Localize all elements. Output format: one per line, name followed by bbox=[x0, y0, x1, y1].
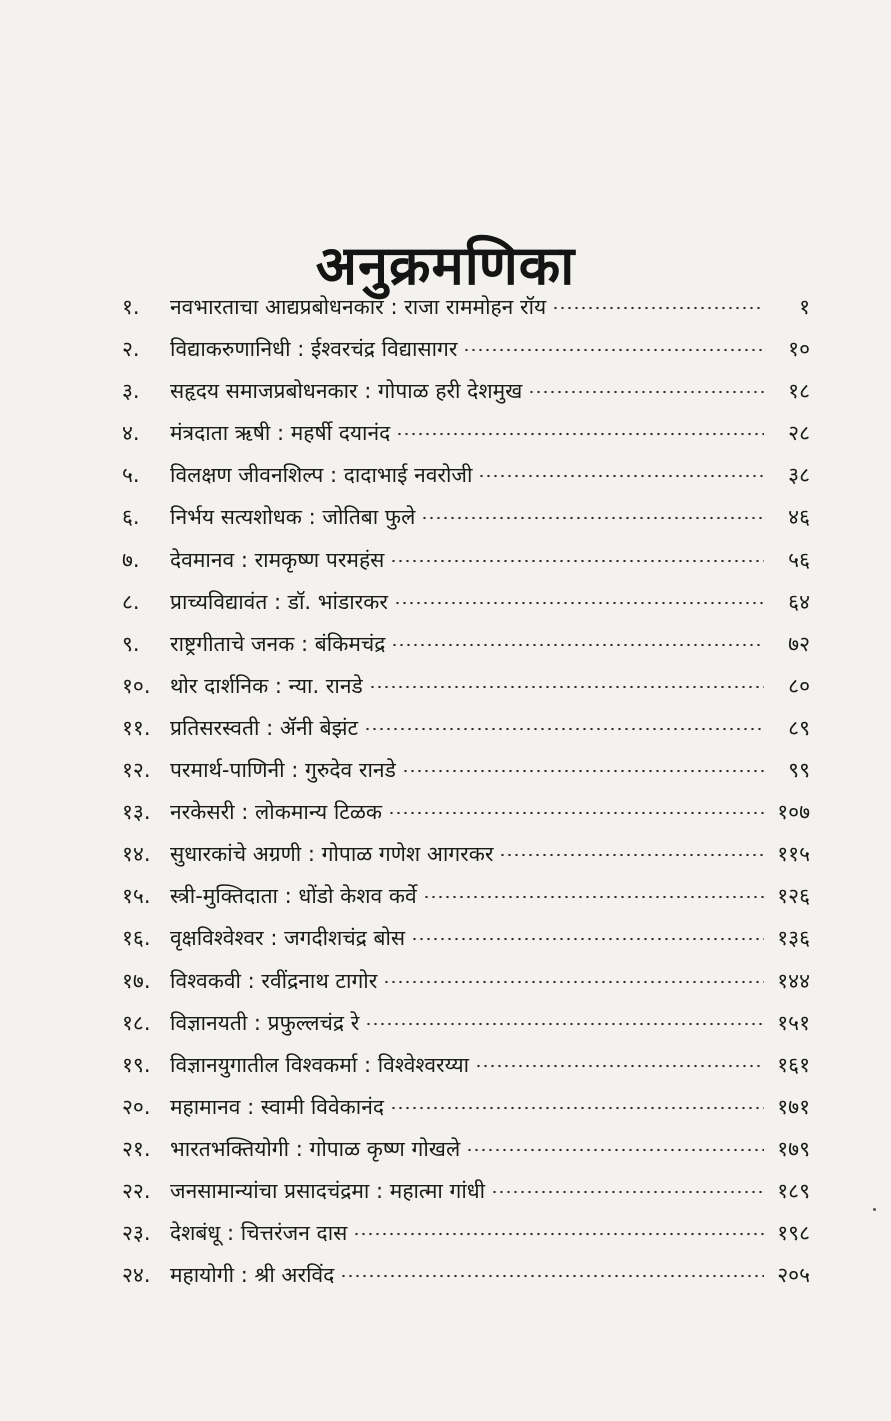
toc-entry-title: नवभारताचा आद्यप्रबोधनकार : राजा राममोहन रॉय bbox=[170, 295, 547, 319]
toc-entry-page: २०५ bbox=[777, 1263, 810, 1288]
toc-entry-number: १२. bbox=[122, 758, 151, 783]
toc-entry-page: ६४ bbox=[788, 589, 810, 614]
toc-dot-leader bbox=[388, 811, 764, 815]
toc-entry-page: १ bbox=[799, 295, 810, 319]
toc-entry-number: १५. bbox=[122, 884, 151, 909]
toc-dot-leader bbox=[390, 1106, 764, 1110]
toc-entry-title: देशबंधू : चित्तरंजन दास bbox=[170, 1221, 348, 1246]
toc-entry-number: १३. bbox=[122, 800, 151, 825]
toc-entry-number: १६. bbox=[122, 926, 151, 951]
toc-entry-page: १८ bbox=[788, 379, 810, 404]
toc-dot-leader bbox=[353, 1232, 764, 1236]
toc-entry-number: १८. bbox=[122, 1010, 151, 1035]
toc-entry-title: देवमानव : रामकृष्ण परमहंस bbox=[170, 547, 385, 572]
paper-speck bbox=[873, 1208, 876, 1211]
toc-entry-page: १०७ bbox=[777, 800, 810, 825]
toc-entry-page: ५६ bbox=[788, 547, 810, 572]
toc-entry-page: ८० bbox=[788, 673, 810, 698]
toc-dot-leader bbox=[390, 559, 764, 563]
toc-entry-1[interactable] bbox=[100, 286, 810, 328]
toc-entry-number: १०. bbox=[122, 673, 151, 698]
toc-entry-title: विद्याकरुणानिधी : ईश्वरचंद्र विद्यासागर bbox=[170, 337, 458, 362]
toc-entry-title: विज्ञानयती : प्रफुल्लचंद्र रे bbox=[170, 1010, 360, 1035]
toc-entry-number: २१. bbox=[122, 1136, 151, 1161]
toc-entry-title: थोर दार्शनिक : न्या. रानडे bbox=[170, 673, 363, 698]
toc-entry-page: ४६ bbox=[788, 505, 810, 530]
toc-entry-title: विश्वकवी : रवींद्रनाथ टागोर bbox=[170, 968, 378, 993]
toc-entry-11[interactable] bbox=[100, 707, 810, 749]
toc-entry-18[interactable] bbox=[100, 1002, 810, 1044]
toc-entry-page: १७१ bbox=[777, 1094, 810, 1119]
toc-entry-number: १७. bbox=[122, 968, 151, 993]
toc-dot-leader bbox=[396, 432, 764, 436]
toc-entry-9[interactable] bbox=[100, 623, 810, 665]
toc-entry-page: १० bbox=[788, 337, 810, 362]
toc-entry-number: २०. bbox=[122, 1094, 151, 1119]
toc-dot-leader bbox=[421, 516, 764, 520]
toc-entry-title: स्त्री-मुक्तिदाता : धोंडो केशव कर्वे bbox=[170, 884, 417, 909]
toc-dot-leader bbox=[365, 1022, 764, 1026]
toc-entry-24[interactable] bbox=[100, 1254, 810, 1296]
table-of-contents bbox=[100, 286, 810, 1296]
toc-entry-title: नरकेसरी : लोकमान्य टिळक bbox=[170, 800, 382, 825]
toc-entry-title: विज्ञानयुगातील विश्वकर्मा : विश्वेश्वरय्या bbox=[170, 1052, 470, 1077]
toc-entry-page: ७२ bbox=[788, 631, 810, 656]
toc-entry-title: मंत्रदाता ऋषी : महर्षी दयानंद bbox=[170, 421, 391, 446]
toc-dot-leader bbox=[340, 1274, 764, 1278]
toc-entry-10[interactable] bbox=[100, 665, 810, 707]
toc-entry-14[interactable] bbox=[100, 833, 810, 875]
toc-dot-leader bbox=[391, 643, 764, 647]
toc-entry-22[interactable] bbox=[100, 1170, 810, 1212]
toc-dot-leader bbox=[383, 980, 764, 984]
toc-entry-page: १३६ bbox=[777, 926, 810, 951]
toc-entry-page: २८ bbox=[788, 421, 810, 446]
toc-dot-leader bbox=[491, 1190, 764, 1194]
toc-entry-page: १५१ bbox=[777, 1010, 810, 1035]
toc-entry-number: ६. bbox=[122, 505, 140, 530]
toc-entry-page: १८९ bbox=[777, 1178, 810, 1203]
toc-entry-number: ५. bbox=[122, 463, 140, 488]
page-title: अनुक्रमणिका bbox=[315, 234, 576, 298]
toc-entry-page: १२६ bbox=[777, 884, 810, 909]
toc-entry-title: प्रतिसरस्वती : ॲनी बेझंट bbox=[170, 715, 359, 740]
toc-entry-23[interactable] bbox=[100, 1212, 810, 1254]
toc-entry-title: महामानव : स्वामी विवेकानंद bbox=[170, 1094, 385, 1119]
toc-dot-leader bbox=[552, 306, 764, 310]
toc-dot-leader bbox=[528, 390, 764, 394]
toc-dot-leader bbox=[402, 769, 764, 773]
toc-dot-leader bbox=[463, 348, 764, 352]
toc-entry-number: २३. bbox=[122, 1221, 151, 1246]
toc-entry-20[interactable] bbox=[100, 1086, 810, 1128]
toc-entry-number: ९. bbox=[122, 631, 140, 656]
toc-entry-3[interactable] bbox=[100, 370, 810, 412]
toc-entry-page: ११५ bbox=[777, 842, 810, 867]
toc-dot-leader bbox=[499, 853, 764, 857]
toc-entry-19[interactable] bbox=[100, 1044, 810, 1086]
toc-dot-leader bbox=[411, 937, 764, 941]
toc-entry-number: ३. bbox=[122, 379, 140, 404]
toc-entry-16[interactable] bbox=[100, 917, 810, 959]
toc-dot-leader bbox=[478, 474, 764, 478]
toc-entry-title: सुधारकांचे अग्रणी : गोपाळ गणेश आगरकर bbox=[170, 842, 494, 867]
toc-entry-12[interactable] bbox=[100, 749, 810, 791]
toc-entry-8[interactable] bbox=[100, 581, 810, 623]
toc-entry-17[interactable] bbox=[100, 960, 810, 1002]
toc-entry-4[interactable] bbox=[100, 412, 810, 454]
toc-entry-13[interactable] bbox=[100, 791, 810, 833]
toc-entry-number: ७. bbox=[122, 547, 140, 572]
toc-entry-number: २२. bbox=[122, 1178, 151, 1203]
toc-dot-leader bbox=[394, 601, 764, 605]
toc-entry-title: राष्ट्रगीताचे जनक : बंकिमचंद्र bbox=[170, 631, 386, 656]
toc-entry-title: भारतभक्तियोगी : गोपाळ कृष्ण गोखले bbox=[170, 1136, 461, 1161]
toc-entry-7[interactable] bbox=[100, 539, 810, 581]
toc-entry-title: परमार्थ-पाणिनी : गुरुदेव रानडे bbox=[170, 758, 396, 783]
toc-entry-number: ८. bbox=[122, 589, 140, 614]
toc-entry-title: जनसामान्यांचा प्रसादचंद्रमा : महात्मा गांधी bbox=[170, 1178, 486, 1203]
toc-entry-title: विलक्षण जीवनशिल्प : दादाभाई नवरोजी bbox=[170, 463, 473, 488]
toc-entry-number: १९. bbox=[122, 1052, 151, 1077]
toc-entry-title: निर्भय सत्यशोधक : जोतिबा फुले bbox=[170, 505, 416, 530]
toc-entry-title: महायोगी : श्री अरविंद bbox=[170, 1263, 335, 1288]
toc-entry-page: १९८ bbox=[777, 1221, 810, 1246]
toc-entry-page: ९९ bbox=[788, 758, 810, 783]
toc-entry-21[interactable] bbox=[100, 1128, 810, 1170]
toc-entry-2[interactable] bbox=[100, 328, 810, 370]
toc-dot-leader bbox=[466, 1148, 764, 1152]
toc-entry-number: ४. bbox=[122, 421, 140, 446]
toc-entry-page: १६१ bbox=[777, 1052, 810, 1077]
toc-entry-6[interactable] bbox=[100, 496, 810, 538]
toc-entry-title: प्राच्यविद्यावंत : डॉ. भांडारकर bbox=[170, 589, 388, 614]
toc-dot-leader bbox=[369, 685, 764, 689]
toc-entry-title: सहृदय समाजप्रबोधनकार : गोपाळ हरी देशमुख bbox=[170, 379, 523, 404]
toc-entry-number: ११. bbox=[122, 715, 151, 740]
toc-entry-number: १४. bbox=[122, 842, 151, 867]
toc-entry-number: १. bbox=[122, 295, 140, 319]
toc-entry-15[interactable] bbox=[100, 875, 810, 917]
toc-dot-leader bbox=[475, 1064, 764, 1068]
toc-entry-number: २. bbox=[122, 337, 140, 362]
toc-entry-5[interactable] bbox=[100, 454, 810, 496]
toc-dot-leader bbox=[364, 727, 764, 731]
toc-entry-number: २४. bbox=[122, 1263, 151, 1288]
toc-dot-leader bbox=[423, 895, 764, 899]
toc-entry-page: १४४ bbox=[777, 968, 810, 993]
toc-entry-page: ३८ bbox=[788, 463, 810, 488]
toc-entry-page: १७९ bbox=[777, 1136, 810, 1161]
toc-entry-page: ८९ bbox=[788, 715, 810, 740]
toc-entry-title: वृक्षविश्वेश्वर : जगदीशचंद्र बोस bbox=[170, 926, 406, 951]
